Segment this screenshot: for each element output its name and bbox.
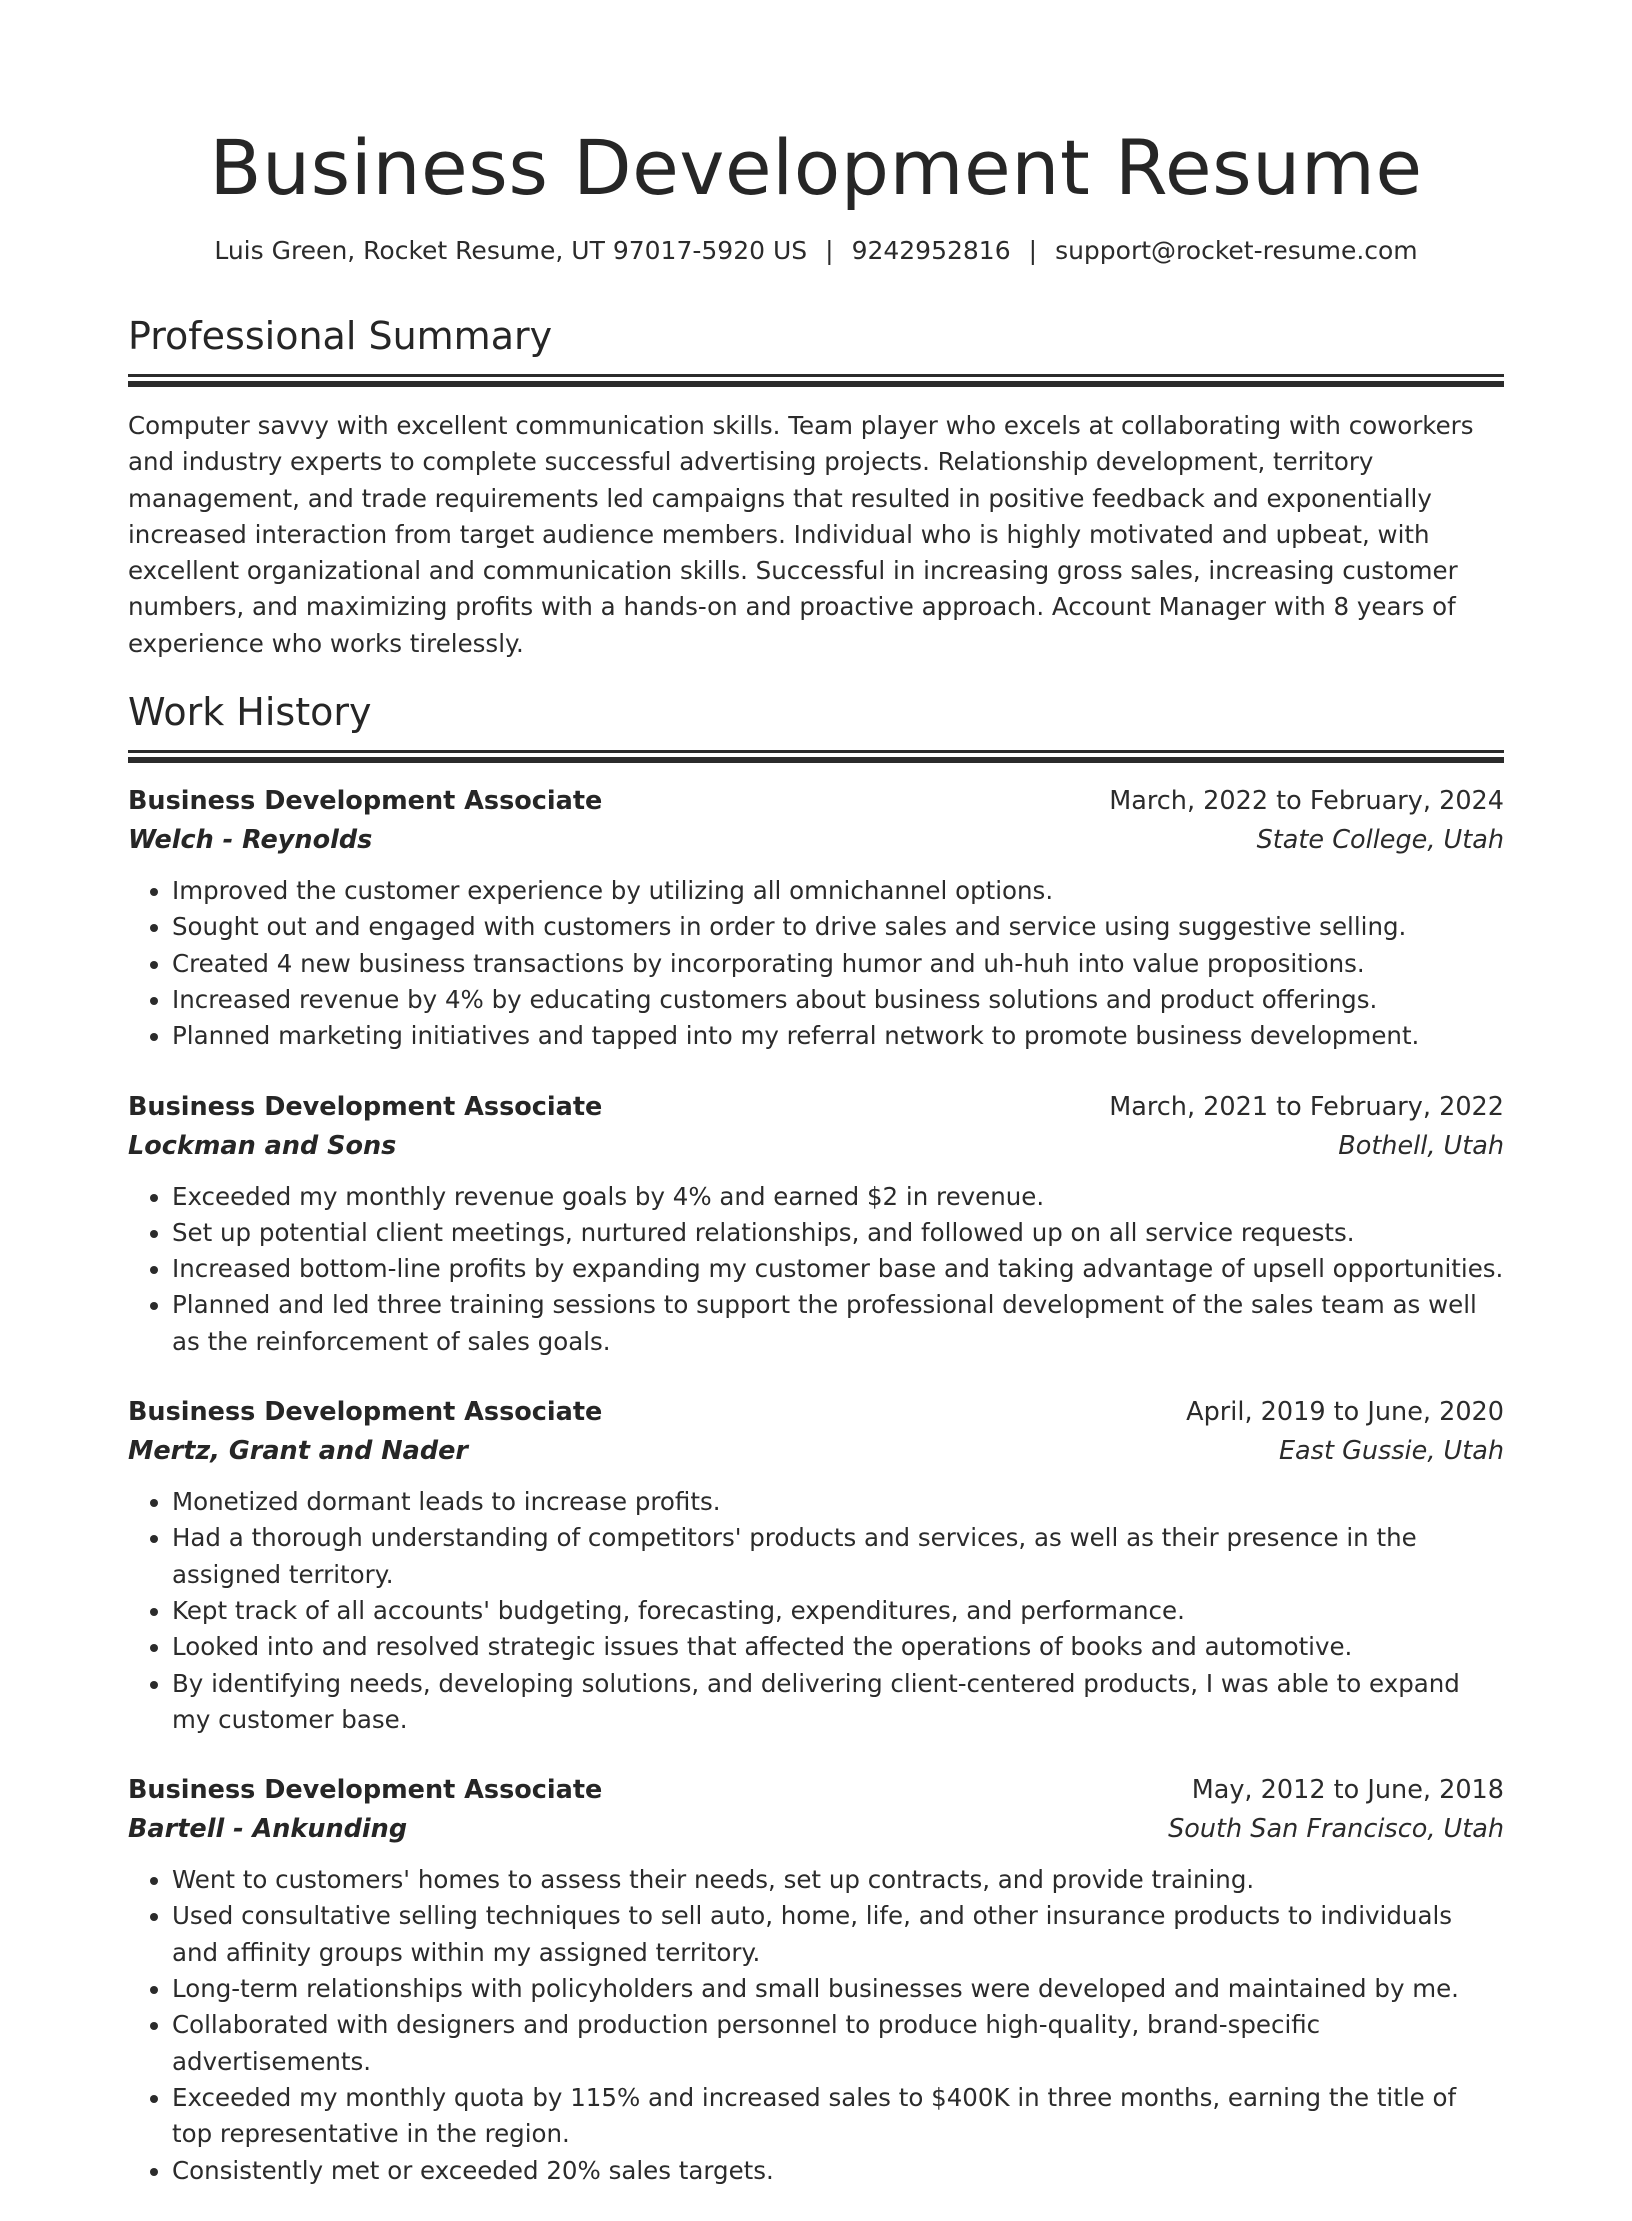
list-item: • Sought out and engaged with customers in order to drive sales and service using suggestive selling.	[172, 909, 1504, 945]
list-item: • Kept track of all accounts' budgeting, forecasting, expenditures, and performance.	[172, 1593, 1504, 1629]
list-item: • Created 4 new business transactions by incorporating humor and uh-huh into value propositions.	[172, 946, 1504, 982]
resume-title: Business Development Resume	[209, 123, 1423, 212]
list-item: • Increased revenue by 4% by educating customers about business solutions and product offerings.	[172, 982, 1504, 1018]
job-bullet-list	[128, 1862, 1504, 2189]
list-item: • Exceeded my monthly revenue goals by 4% and earned $2 in revenue.	[172, 1179, 1504, 1215]
job-title: Business Development Associate	[128, 786, 603, 817]
job-company: Mertz, Grant and Nader	[128, 1436, 468, 1467]
job-company: Lockman and Sons	[128, 1130, 397, 1161]
list-item: • Had a thorough understanding of competitors' products and services, as well as their presence in the assigned territory.	[172, 1520, 1504, 1593]
resume-page	[128, 0, 1504, 2221]
list-item: • Increased bottom-line profits by expanding my customer base and taking advantage of upsell opportunities.	[172, 1251, 1504, 1287]
list-item: • Exceeded my monthly quota by 115% and increased sales to $400K in three months, earning the title of top representative in the region.	[172, 2080, 1504, 2153]
contact-separator: |	[825, 236, 834, 265]
job-list	[128, 781, 1504, 2189]
job-dates: March, 2022 to February, 2024	[1109, 786, 1504, 817]
list-item: • Used consultative selling techniques to sell auto, home, life, and other insurance products to individuals and affinity groups within my assigned territory.	[172, 1898, 1504, 1971]
job-entry	[128, 1087, 1504, 1360]
job-location: Bothell, Utah	[1338, 1130, 1504, 1161]
job-title: Business Development Associate	[128, 1775, 603, 1806]
work-history-section	[128, 688, 1504, 2189]
list-item: • Improved the customer experience by utilizing all omnichannel options.	[172, 873, 1504, 909]
job-company-row	[128, 1127, 1504, 1165]
job-bullet-list	[128, 873, 1504, 1054]
list-item: • Looked into and resolved strategic issues that affected the operations of books and automotive.	[172, 1629, 1504, 1665]
job-title: Business Development Associate	[128, 1091, 603, 1122]
job-bullet-list	[128, 1484, 1504, 1738]
job-bullet-list	[128, 1179, 1504, 1360]
job-location: South San Francisco, Utah	[1168, 1814, 1504, 1845]
section-divider	[128, 750, 1504, 753]
job-company-row	[128, 1432, 1504, 1470]
section-heading-summary: Professional Summary	[128, 314, 553, 358]
list-item: • By identifying needs, developing solutions, and delivering client-centered products, I was able to expand my customer base.	[172, 1666, 1504, 1739]
list-item: • Planned marketing initiatives and tapped into my referral network to promote business development.	[172, 1018, 1504, 1054]
list-item: • Long-term relationships with policyholders and small businesses were developed and maintained by me.	[172, 1971, 1504, 2007]
job-location: State College, Utah	[1256, 825, 1504, 856]
job-header-row	[128, 1770, 1504, 1810]
job-header-row	[128, 1087, 1504, 1127]
summary-text: Computer savvy with excellent communication skills. Team player who excels at collaborating with coworkers and industry experts to complete successful advertising projects. Relationship development, territory management, and trade requirements led campaigns that resulted in positive feedback and exponentially increased interaction from target audience members. Individual who is highly motivated and upbeat, with excellent organizational and communication skills. Successful in increasing gross sales, increasing customer numbers, and maximizing profits with a hands-on and proactive approach. Account Manager with 8 years of experience who works tirelessly.	[128, 411, 1474, 658]
professional-summary-section	[128, 312, 1504, 662]
job-header-row	[128, 781, 1504, 821]
job-company: Welch - Reynolds	[128, 825, 373, 856]
job-entry	[128, 1770, 1504, 2189]
contact-phone: 9242952816	[851, 236, 1011, 265]
job-dates: March, 2021 to February, 2022	[1109, 1091, 1504, 1122]
contact-address: Luis Green, Rocket Resume, UT 97017-5920 US	[214, 236, 808, 265]
job-location: East Gussie, Utah	[1278, 1436, 1504, 1467]
job-dates: April, 2019 to June, 2020	[1186, 1397, 1504, 1428]
list-item: • Collaborated with designers and production personnel to produce high-quality, brand-specific advertisements.	[172, 2007, 1504, 2080]
job-title: Business Development Associate	[128, 1397, 603, 1428]
job-entry	[128, 1392, 1504, 1738]
list-item: • Monetized dormant leads to increase profits.	[172, 1484, 1504, 1520]
contact-email[interactable]: support@rocket-resume.com	[1055, 236, 1418, 265]
job-company-row	[128, 1810, 1504, 1848]
section-divider	[128, 374, 1504, 377]
contact-line	[128, 234, 1504, 268]
job-company: Bartell - Ankunding	[128, 1814, 408, 1845]
job-dates: May, 2012 to June, 2018	[1191, 1775, 1504, 1806]
list-item: • Went to customers' homes to assess their needs, set up contracts, and provide training.	[172, 1862, 1504, 1898]
job-company-row	[128, 821, 1504, 859]
list-item: • Consistently met or exceeded 20% sales targets.	[172, 2153, 1504, 2189]
list-item: • Set up potential client meetings, nurtured relationships, and followed up on all service requests.	[172, 1215, 1504, 1251]
section-heading-work: Work History	[128, 690, 372, 735]
job-entry	[128, 781, 1504, 1054]
list-item: • Planned and led three training sessions to support the professional development of the sales team as well as the reinforcement of sales goals.	[172, 1287, 1504, 1360]
contact-separator: |	[1028, 236, 1038, 265]
job-header-row	[128, 1392, 1504, 1432]
